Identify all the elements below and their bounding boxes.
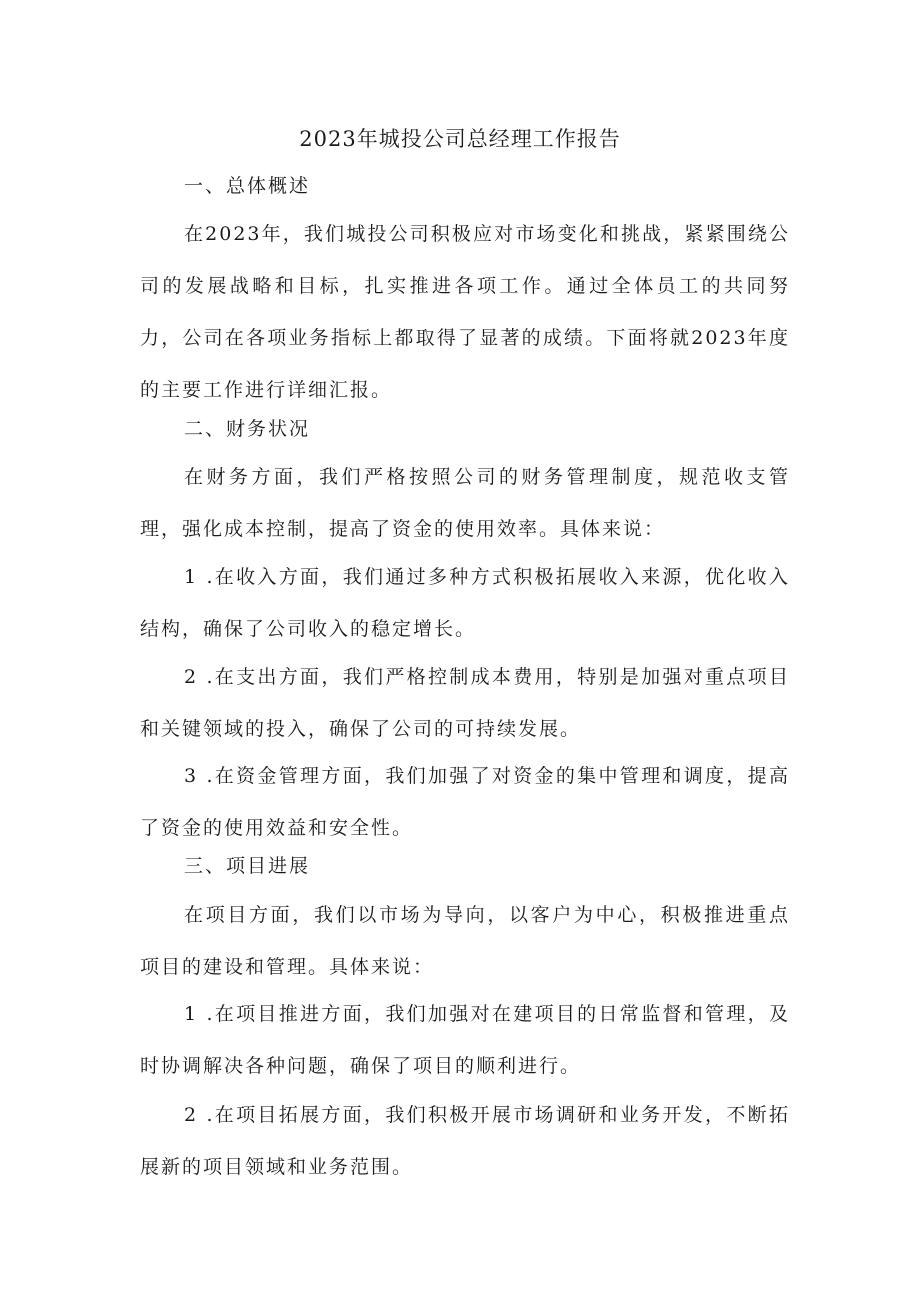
document-title: 2023年城投公司总经理工作报告 — [299, 127, 621, 151]
paragraph-finance-expense: 2 .在支出方面，我们严格控制成本费用，特别是加强对重点项目和关键领域的投入，确保了公司的可持续发展。 — [140, 666, 790, 740]
section-heading-overview: 一、总体概述 — [184, 175, 311, 197]
paragraph-finance-intro: 在财务方面，我们严格按照公司的财务管理制度，规范收支管理，强化成本控制，提高了资金的使用效率。具体来说： — [140, 466, 790, 540]
paragraph-projects-expansion: 2 .在项目拓展方面，我们积极开展市场调研和业务开发，不断拓展新的项目领域和业务范围。 — [140, 1104, 790, 1178]
paragraph-overview: 在2023年，我们城投公司积极应对市场变化和挑战，紧紧围绕公司的发展战略和目标，扎实推进各项工作。通过全体员工的共同努力，公司在各项业务指标上都取得了显著的成绩。下面将就2023年度的主要工作进行详细汇报。 — [140, 223, 790, 401]
section-heading-finance: 二、财务状况 — [184, 418, 311, 440]
paragraph-finance-income: 1 .在收入方面，我们通过多种方式积极拓展收入来源，优化收入结构，确保了公司收入的稳定增长。 — [140, 566, 790, 640]
section-heading-projects: 三、项目进展 — [184, 855, 311, 877]
paragraph-projects-progress: 1 .在项目推进方面，我们加强对在建项目的日常监督和管理，及时协调解决各种问题，确保了项目的顺利进行。 — [140, 1003, 790, 1077]
paragraph-finance-funds: 3 .在资金管理方面，我们加强了对资金的集中管理和调度，提高了资金的使用效益和安全性。 — [140, 765, 790, 839]
paragraph-projects-intro: 在项目方面，我们以市场为导向，以客户为中心，积极推进重点项目的建设和管理。具体来说： — [140, 904, 790, 978]
